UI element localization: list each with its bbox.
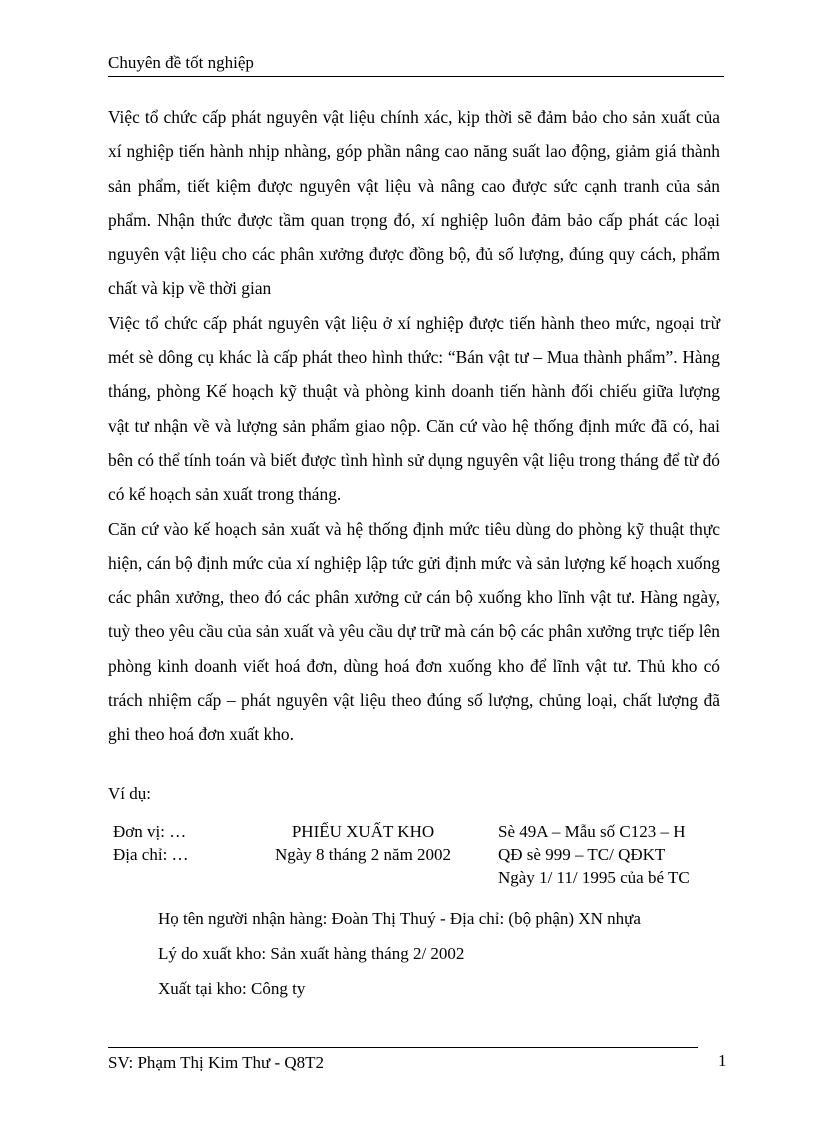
paragraph-3: Căn cứ vào kế hoạch sản xuất và hệ thống định mức tiêu dùng do phòng kỹ thuật thực hiện, cán bộ định mức của xí nghiệp lập tức gửi định mức và sản lượng kế hoạch xuống các phân xưởng, theo đó các phân xưởng cử cán bộ xuống kho lĩnh vật tư. Hàng ngày, tuỳ theo yêu cầu của sản xuất và yêu cầu dự trữ mà cán bộ các phân xưởng trực tiếp lên phòng kinh doanh viết hoá đơn, dùng hoá đơn xuống kho để lĩnh vật tư. Thủ kho có trách nhiệm cấp – phát nguyên vật liệu theo đúng số lượng, chủng loại, chất lượng đã ghi theo hoá đơn xuất kho. xyxy=(108,518,720,745)
slip-decision: QĐ sè 999 – TC/ QĐKT xyxy=(498,845,666,864)
page-header xyxy=(108,50,724,77)
slip-body xyxy=(158,906,718,1011)
slip-decision-date: Ngày 1/ 11/ 1995 của bé TC xyxy=(498,868,690,887)
header-title: Chuyên đề tốt nghiệp xyxy=(108,53,254,72)
footer-divider xyxy=(108,1047,698,1048)
slip-date: Ngày 8 tháng 2 năm 2002 xyxy=(274,845,452,864)
body-text xyxy=(108,100,720,752)
paragraph-2: Việc tổ chức cấp phát nguyên vật liệu ở xí nghiệp được tiến hành theo mức, ngoại trừ mét sè dông cụ khác là cấp phát theo hình thức: “Bán vật tư – Mua thành phẩm”. Hàng tháng, phòng Kế hoạch kỹ thuật và phòng kinh doanh tiến hành đối chiếu giữa lượng vật tư nhận về và lượng sản phẩm giao nộp. Căn cứ vào hệ thống định mức đã có, hai bên có thể tính toán và biết được tình hình sử dụng nguyên vật liệu trong tháng để từ đó có kế hoạch sản xuất trong tháng. xyxy=(108,312,720,505)
page-number: 1 xyxy=(718,1051,727,1070)
slip-unit-block xyxy=(113,820,189,866)
slip-form-number: Sè 49A – Mẫu số C123 – H xyxy=(498,822,686,841)
footer-author: SV: Phạm Thị Kim Thư - Q8T2 xyxy=(108,1053,325,1072)
slip-title-block xyxy=(263,820,463,866)
slip-unit: Đơn vị: … xyxy=(113,822,187,841)
slip-address: Địa chỉ: … xyxy=(113,845,189,864)
slip-reason: Lý do xuất kho: Sản xuất hàng tháng 2/ 2002 xyxy=(158,944,465,963)
example-label: Ví dụ: xyxy=(108,784,151,803)
slip-form-block xyxy=(498,820,690,889)
slip-receiver: Họ tên người nhận hàng: Đoàn Thị Thuý - Địa chỉ: (bộ phận) XN nhựa xyxy=(158,909,641,928)
slip-title: PHIẾU XUẤT KHO xyxy=(291,822,435,841)
paragraph-1: Việc tổ chức cấp phát nguyên vật liệu chính xác, kịp thời sẽ đảm bảo cho sản xuất của xí nghiệp tiến hành nhịp nhàng, góp phần nâng cao năng suất lao động, giảm giá thành sản phẩm, tiết kiệm được nguyên vật liệu và nâng cao được sức cạnh tranh của sản phẩm. Nhận thức được tầm quan trọng đó, xí nghiệp luôn đảm bảo cấp phát các loại nguyên vật liệu cho các phân xưởng được đồng bộ, đủ số lượng, đúng quy cách, phẩm chất và kịp về thời gian xyxy=(108,107,720,299)
slip-warehouse: Xuất tại kho: Công ty xyxy=(158,979,306,998)
